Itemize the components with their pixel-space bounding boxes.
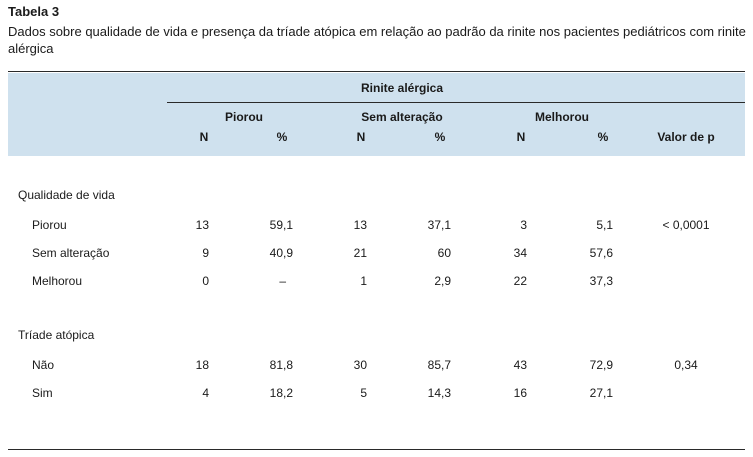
cell-value: 0 [202,274,209,288]
group-header-rule [167,102,745,103]
row-label: Melhorou [32,274,83,288]
cell-value: 30 [353,358,367,372]
row-label: Sim [32,386,53,400]
row-label: Sem alteração [32,246,110,260]
cell-value: 81,8 [269,358,293,372]
cell-value: 3 [520,218,527,232]
cell-value: 40,9 [269,246,293,260]
col-header-pct-piorou: % [276,130,288,144]
p-value: 0,34 [674,358,698,372]
cell-value: 72,9 [589,358,613,372]
section-label-qualidade-de-vida: Qualidade de vida [18,188,115,202]
cell-value: 27,1 [589,386,613,400]
col-header-pct-melhorou: % [597,130,609,144]
cell-value: 13 [195,218,209,232]
col-header-n-sem-alteracao: N [356,130,366,144]
subgroup-header-sem-alteracao: Sem alteração [361,110,443,124]
cell-value: 37,1 [427,218,451,232]
cell-value: 5 [360,386,367,400]
cell-value: 22 [513,274,527,288]
cell-value: 60 [437,246,451,260]
cell-value: 18,2 [269,386,293,400]
cell-value: 13 [353,218,367,232]
subgroup-header-melhorou: Melhorou [535,110,589,124]
col-header-n-melhorou: N [516,130,526,144]
cell-value: 16 [513,386,527,400]
cell-value: 2,9 [434,274,451,288]
p-value: < 0,0001 [662,218,710,232]
section-label-triade-atopica: Tríade atópica [18,328,95,342]
table-bottom-rule [8,449,745,450]
subgroup-header-piorou: Piorou [225,110,263,124]
table-description: Dados sobre qualidade de vida e presença da tríade atópica em relação ao padrão da rinite nos pacientes pediátricos com rinite alérgica [8,24,746,56]
row-label: Piorou [32,218,67,232]
group-header-rinite: Rinite alérgica [360,81,444,95]
col-header-p-value: Valor de p [657,130,715,144]
cell-value: 85,7 [427,358,451,372]
cell-value: 4 [202,386,209,400]
cell-value: 59,1 [269,218,293,232]
cell-value: 43 [513,358,527,372]
col-header-n-piorou: N [199,130,209,144]
cell-value: 14,3 [427,386,451,400]
cell-value: 9 [202,246,209,260]
table-top-rule [8,71,745,72]
cell-value: 21 [353,246,367,260]
cell-value: – [279,274,286,288]
row-label: Não [32,358,55,372]
table-title: Tabela 3 [8,4,60,19]
cell-value: 57,6 [589,246,613,260]
cell-value: 18 [195,358,209,372]
cell-value: 5,1 [596,218,613,232]
cell-value: 37,3 [589,274,613,288]
cell-value: 34 [513,246,527,260]
cell-value: 1 [360,274,367,288]
col-header-pct-sem-alteracao: % [434,130,446,144]
